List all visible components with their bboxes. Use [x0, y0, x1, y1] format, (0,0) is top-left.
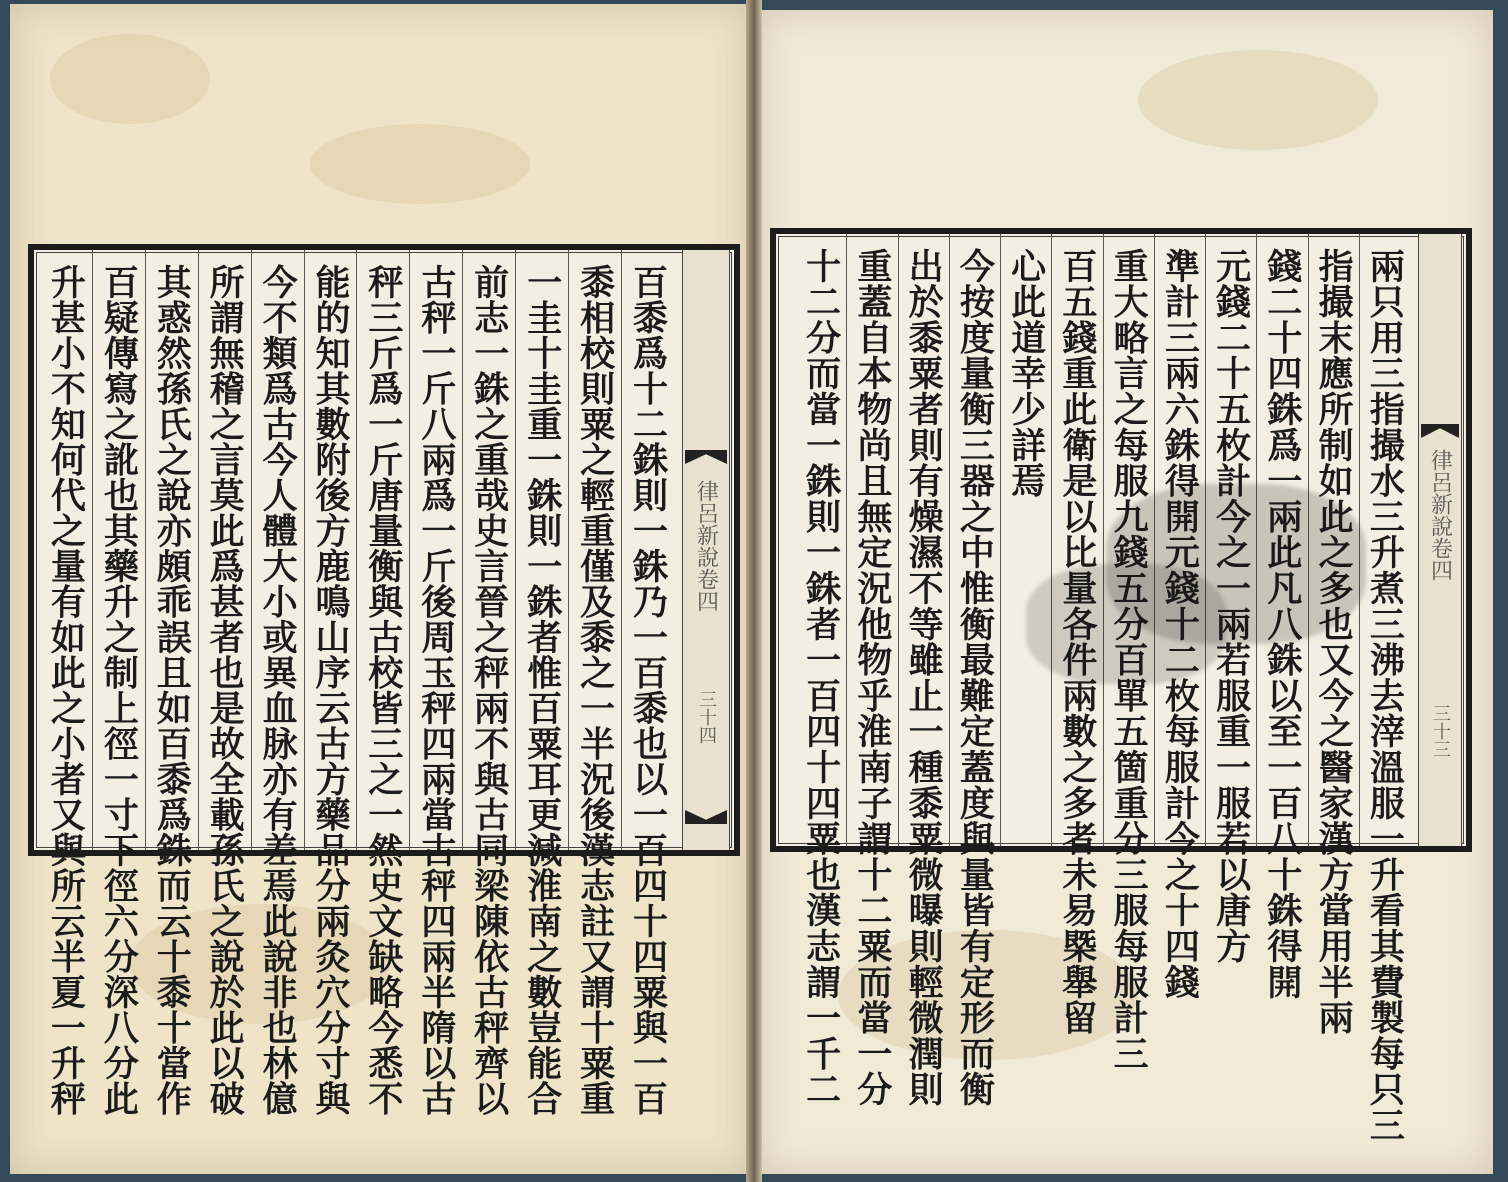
- column-text: 十二分而當一銖則一銖者一百四十四粟也漢志謂一千二: [800, 248, 842, 1108]
- text-column: [949, 234, 1000, 1108]
- fishtail-mark: [685, 810, 727, 824]
- column-text: 百黍爲十二銖則一銖乃一百黍也以一百四十四粟與一百: [627, 264, 669, 1116]
- text-column: [515, 250, 568, 1116]
- left-columns: [40, 250, 674, 1116]
- text-column: [1000, 234, 1051, 846]
- text-column: [304, 250, 357, 1116]
- right-margin-folio: 三十三: [1430, 704, 1451, 758]
- text-column: [356, 250, 409, 1116]
- column-text: 錢二十四銖爲一兩此凡八銖以至一百八十銖得開: [1261, 248, 1303, 1000]
- column-text: 重蓋自本物尚且無定況他物乎淮南子謂十二粟而當一分: [851, 248, 893, 1108]
- column-text: 重大略言之每服九錢五分百單五箇重分三服每服計三: [1108, 248, 1150, 1072]
- column-text: 古秤一斤八兩爲一斤後周玉秤四兩當古秤四兩半隋以古: [415, 264, 457, 1116]
- column-text: 百疑傳寫之訛也其藥升之制上徑一寸下徑六分深八分此: [98, 264, 140, 1116]
- paper-stain: [310, 124, 530, 204]
- column-text: 升甚小不知何代之量有如此之小者又與所云半夏一升秤: [45, 264, 87, 1116]
- right-margin-title: 律呂新說卷四: [1427, 449, 1453, 581]
- text-column: [145, 250, 198, 1116]
- column-text: 秤三斤爲一斤唐量衡與古校皆三之一然史文缺略今悉不: [362, 264, 404, 1116]
- paper-stain: [50, 34, 210, 124]
- column-text: 黍相校則粟之輕重僅及黍之一半況後漢志註又謂十粟重: [574, 264, 616, 1116]
- column-text: 其惑然孫氏之說亦頗乖誤且如百黍爲銖而云十黍十當作: [151, 264, 193, 1116]
- column-text: 指撮末應所制如此之多也又今之醫家漢方當用半兩: [1313, 248, 1355, 1036]
- book-gutter: [746, 0, 762, 1182]
- left-margin-title: 律呂新說卷四: [693, 480, 719, 612]
- paper-stain: [1138, 50, 1378, 150]
- right-text-block: [770, 228, 1472, 1143]
- fishtail-mark: [685, 450, 727, 464]
- text-column: [898, 234, 949, 1108]
- column-text: 兩只用三指撮水三升煮三沸去滓溫服一升看其費製每只三: [1364, 248, 1406, 1143]
- ink-smudge: [1026, 564, 1226, 684]
- text-column: [251, 250, 304, 1116]
- column-text: 一圭十圭重一銖則一銖者惟百粟耳更減淮南之數豈能合: [521, 264, 563, 1116]
- left-margin-folio: 三十四: [696, 690, 717, 744]
- left-fold-margin: [682, 250, 730, 850]
- text-column: [462, 250, 515, 1116]
- text-column: [568, 250, 621, 1116]
- text-column: [846, 234, 897, 1108]
- text-column: [621, 250, 674, 1116]
- column-text: 今按度量衡三器之中惟衡最難定蓋度與量皆有定形而衡: [954, 248, 996, 1108]
- column-text: 出於黍粟者則有燥濕不等雖止一種黍粟微曝則輕微潤則: [903, 248, 945, 1108]
- text-column: [1359, 234, 1410, 1143]
- text-column: [198, 250, 251, 1116]
- column-text: 心此道幸少詳焉: [1005, 248, 1047, 499]
- column-text: 前志一銖之重哉史言晉之秤兩不與古同梁陳依古秤齊以: [468, 264, 510, 1116]
- right-fold-margin: [1418, 234, 1462, 846]
- column-text: 準計三兩六銖得開元錢十二枚每服計今之十四錢: [1159, 248, 1201, 1000]
- column-text: 能的知其數附後方鹿鳴山序云古方藥品分兩灸穴分寸與: [310, 264, 351, 1116]
- text-column: [409, 250, 462, 1116]
- column-text: 今不類爲古今人體大小或異血脉亦有差焉此說非也林億: [257, 264, 299, 1116]
- left-text-block: [28, 244, 740, 1116]
- text-column: [92, 250, 145, 1116]
- fishtail-mark: [1421, 424, 1459, 438]
- text-column: [40, 250, 92, 1116]
- text-column: [1051, 234, 1102, 1036]
- text-column: [796, 234, 846, 1108]
- column-text: 所謂無稽之言莫此爲甚者也是故全載孫氏之說於此以破: [204, 264, 246, 1116]
- column-text: 百五錢重此衛是以比量各件兩數之多者未易槩舉留: [1056, 248, 1098, 1036]
- column-text: 元錢二十五枚計今之一兩若服重一服若以唐方: [1210, 248, 1252, 964]
